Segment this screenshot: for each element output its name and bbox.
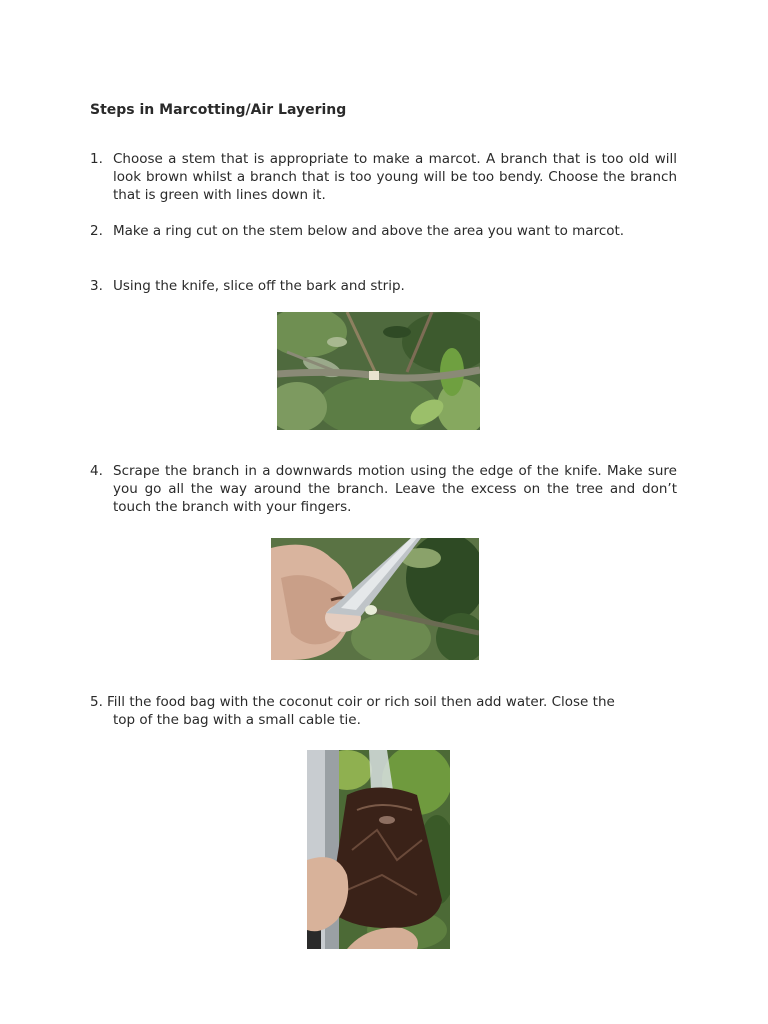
step-2 — [90, 222, 677, 240]
step-5 — [90, 693, 677, 729]
step-4 — [90, 462, 677, 516]
step-text: Scrape the branch in a downwards motion using the edge of the knife. Make sure you go all the way around the branch. Leave the excess on the tree and don’t touch the branch with your fingers. — [113, 463, 677, 515]
step-text: Choose a stem that is appropriate to make a marcot. A branch that is too old will look brown whilst a branch that is too young will be too bendy. Choose the branch that is green with lines down it. — [113, 151, 677, 203]
step-number: 4. — [90, 463, 103, 479]
knife-scraping-photo — [271, 538, 479, 660]
page-title: Steps in Marcotting/Air Layering — [90, 102, 347, 118]
step-number: 2. — [90, 223, 103, 239]
step-text-line1: Fill the food bag with the coconut coir or rich soil then add water. Close the — [107, 694, 615, 710]
step-1 — [90, 150, 677, 204]
step-3 — [90, 277, 677, 295]
step-number: 3. — [90, 278, 103, 294]
step-text: Using the knife, slice off the bark and strip. — [113, 278, 405, 294]
soil-bag-photo — [307, 750, 450, 949]
step-text-continued: top of the bag with a small cable tie. — [113, 712, 361, 728]
step-number: 5. — [90, 694, 103, 710]
step-number: 1. — [90, 151, 103, 167]
step-text: Make a ring cut on the stem below and above the area you want to marcot. — [113, 223, 625, 239]
branch-ring-cut-photo — [277, 312, 480, 430]
